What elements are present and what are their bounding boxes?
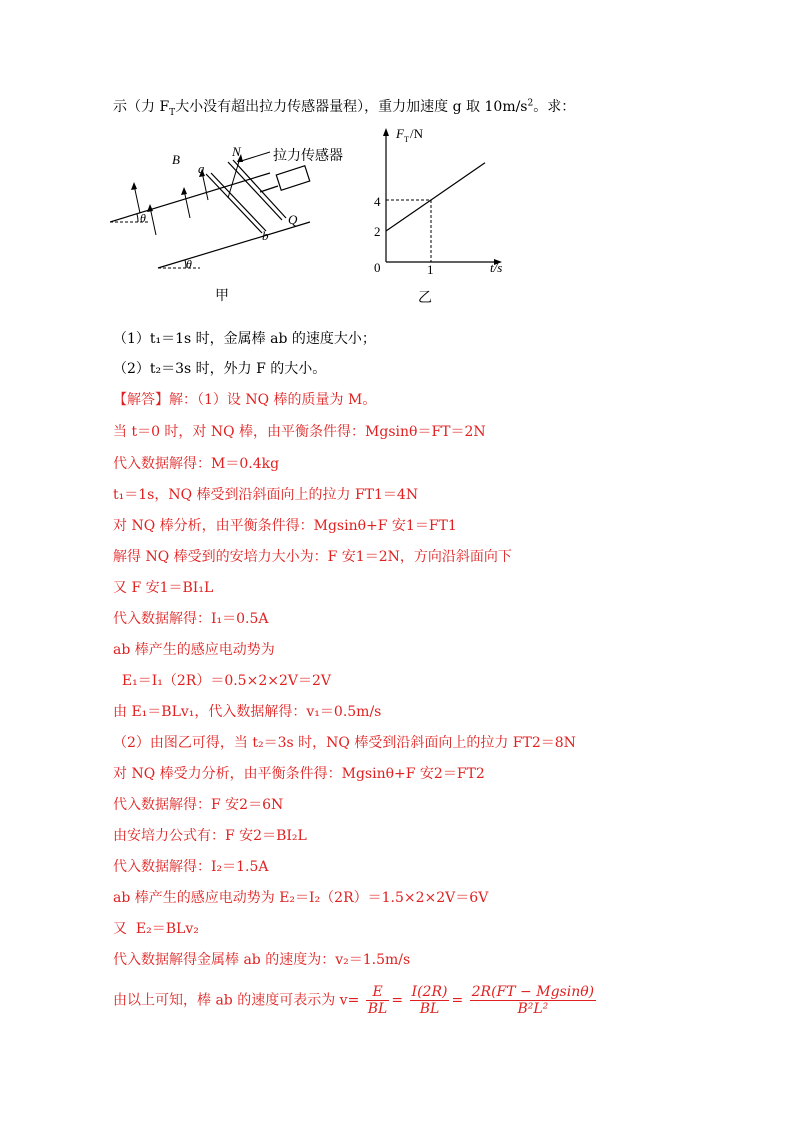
label-N: N [232,144,241,159]
series-line [386,163,485,231]
answer-line-7: 又 F 安1＝BI₁L [113,580,214,596]
figure-a [110,140,370,310]
answer-line-15: 由安培力公式有：F 安2＝BI₂L [113,828,307,844]
x-label: t/s [490,260,503,275]
formula-prefix: 由以上可知，棒 ab 的速度可表示为 v= [113,992,360,1009]
fraction-2 [410,984,450,1017]
answer-tag: 【解答】 [113,392,169,408]
caption-a: 甲 [215,288,229,304]
y-label-sub: T [404,135,409,144]
fraction-1 [366,984,390,1017]
question-2: （2）t₂＝3s 时，外力 F 的大小。 [113,361,327,377]
label-Q: Q [288,212,298,227]
tick-1: 1 [427,262,434,277]
tick-2: 2 [374,224,381,239]
intro-sup: 2 [527,98,534,109]
answer-line-11: 由 E₁＝BLv₁，代入数据解得：v₁＝0.5m/s [113,704,382,720]
fraction-1-den: BL [367,1001,388,1017]
answer-line-1 [113,391,376,409]
tick-0: 0 [374,260,381,275]
intro-post: 。求： [533,99,576,115]
intro-sub: T [169,107,176,118]
fraction-3-num: 2R(FT − Mgsinθ) [471,984,595,1000]
intro-pre: 示（力 F [113,99,170,115]
tick-4: 4 [374,194,381,209]
label-B: B [172,152,180,167]
answer-line-16: 代入数据解得：I₂＝1.5A [113,859,269,875]
intro-line [113,98,575,116]
figure-b [370,120,530,310]
fraction-3 [470,984,596,1017]
answer-line-9: ab 棒产生的感应电动势为 [113,642,275,658]
fraction-1-num: E [366,984,390,1001]
y-label-main: F [396,126,404,141]
answer-line-6: 解得 NQ 棒受到的安培力大小为：F 安1＝2N，方向沿斜面向下 [113,549,512,565]
answer-line-3: 代入数据解得：M＝0.4kg [113,456,280,472]
answer-line-13: 对 NQ 棒受力分析，由平衡条件得：Mgsinθ+F 安2＝FT2 [113,766,485,782]
answer-line-12: （2）由图乙可得，当 t₂＝3s 时，NQ 棒受到沿斜面向上的拉力 FT2＝8N [113,735,576,751]
fraction-3-den: B²L² [517,1001,549,1017]
label-a: a [198,161,205,176]
ft-t-graph [370,120,530,310]
caption-b: 乙 [418,290,432,306]
answer-line-10: E₁＝I₁（2R）＝0.5×2×2V＝2V [113,673,331,689]
answer-line-14: 代入数据解得：F 安2＝6N [113,797,284,813]
answer-line-4: t₁＝1s，NQ 棒受到沿斜面向上的拉力 FT1＝4N [113,487,419,503]
answer-line-5: 对 NQ 棒分析，由平衡条件得：Mgsinθ+F 安1＝FT1 [113,518,457,534]
sensor-label: 拉力传感器 [273,148,343,164]
answer-line-8: 代入数据解得：I₁＝0.5A [113,611,269,627]
label-b: b [262,228,269,243]
label-theta-1: θ [140,211,146,225]
answer-line-19: 代入数据解得金属棒 ab 的速度为：v₂＝1.5m/s [113,952,411,968]
intro-mid: 大小没有超出拉力传感器量程），重力加速度 g 取 10m/s [175,99,528,115]
label-theta-2: θ [186,257,192,271]
fraction-2-den: BL [419,1001,440,1017]
rail-diagram [110,140,370,310]
answer-line-2: 当 t＝0 时，对 NQ 棒，由平衡条件得：Mgsinθ＝FT＝2N [113,424,486,440]
answer-l1: 解：（1）设 NQ 棒的质量为 M。 [169,392,377,408]
fraction-2-num: I(2R) [411,984,448,1000]
answer-line-18: 又 E₂＝BLv₂ [113,921,199,937]
answer-line-17: ab 棒产生的感应电动势为 E₂＝I₂（2R）＝1.5×2×2V＝6V [113,890,489,906]
y-label-unit: /N [410,126,423,141]
velocity-formula: 由以上可知，棒 ab 的速度可表示为 v= $\frac{E}{BL}$ = $\frac{I(2R)}{BL}$ = $\frac{2R(FT - Mgsin\theta)}{\text{B²L²}}$ [113,984,595,1017]
question-1: （1）t₁＝1s 时，金属棒 ab 的速度大小； [113,331,376,347]
